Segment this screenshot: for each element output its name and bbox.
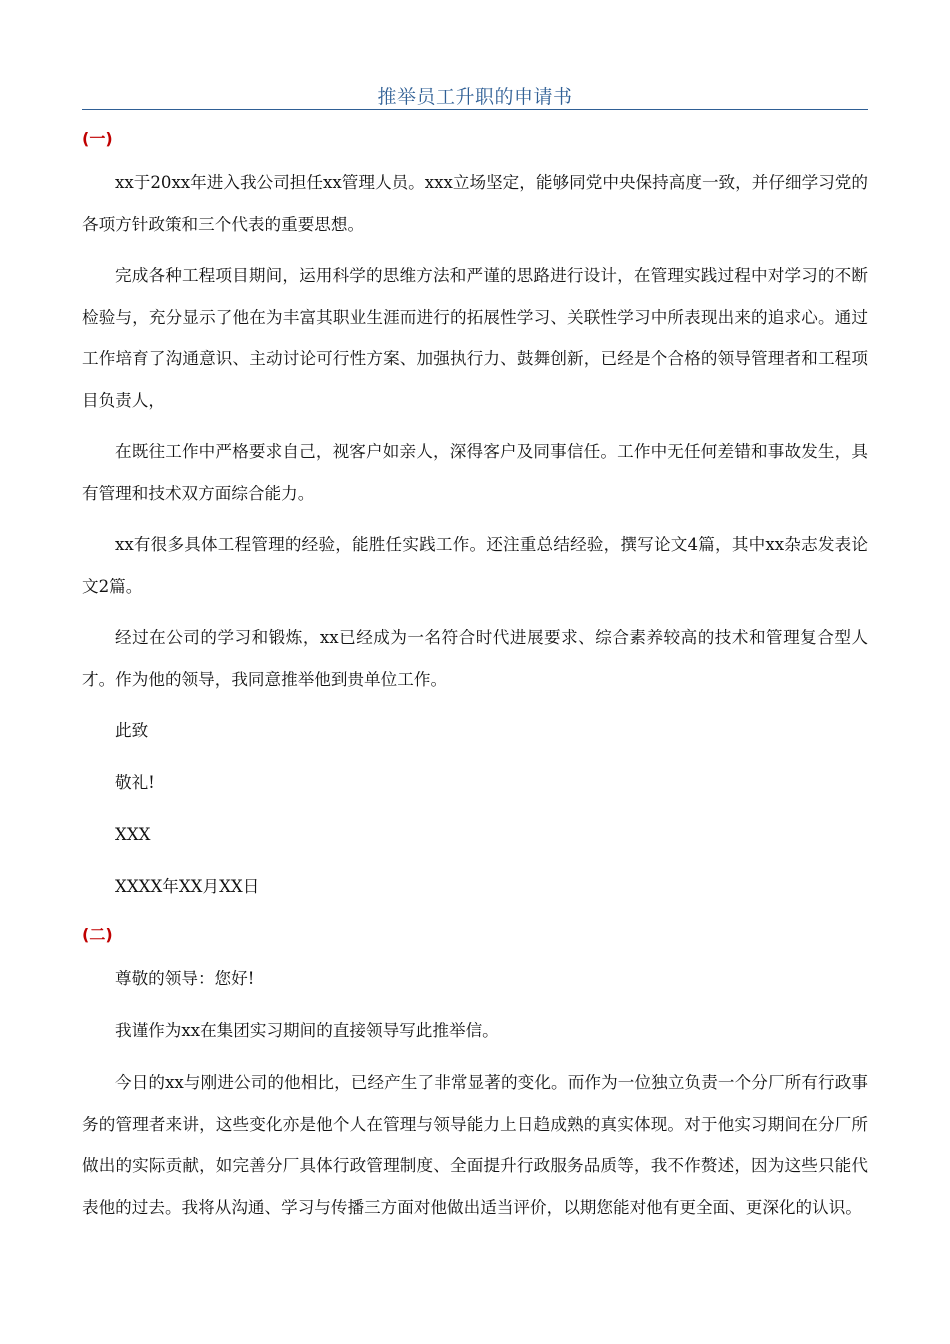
signature-date: XXXX年XX月XX日 — [115, 877, 260, 896]
paragraph: 完成各种工程项目期间，运用科学的思维方法和严谨的思路进行设计，在管理实践过程中对学习的不断检验与，充分显示了他在为丰富其职业生涯而进行的拓展性学习、关联性学习中所表现出来的追求心。通过工作培育了沟通意识、主动讨论可行性方案、加强执行力、鼓舞创新，已经是个合格的领导管理者和工程项目负责人， — [82, 266, 868, 410]
section-heading: (一) — [82, 129, 113, 148]
section-two — [82, 920, 868, 1238]
closing-regards: 敬礼! — [115, 773, 155, 792]
document-title: 推举员工升职的申请书 — [377, 86, 573, 108]
paragraph: 今日的xx与刚进公司的他相比，已经产生了非常显著的变化。而作为一位独立负责一个分厂所有行政事务的管理者来讲，这些变化亦是他个人在管理与领导能力上日趋成熟的真实体现。对于他实习期间在分厂所做出的实际贡献，如完善分厂具体行政管理制度、全面提升行政服务品质等，我不作赘述，因为这些只能代表他的过去。我将从沟通、学习与传播三方面对他做出适当评价，以期您能对他有更全面、更深化的认识。 — [82, 1073, 868, 1217]
paragraph: 在既往工作中严格要求自己，视客户如亲人，深得客户及同事信任。工作中无任何差错和事故发生，具有管理和技术双方面综合能力。 — [82, 442, 868, 503]
signature-name: XXX — [115, 825, 151, 844]
closing-salutation: 此致 — [115, 721, 149, 740]
section-one — [82, 124, 868, 918]
section-heading: (二) — [82, 925, 113, 944]
greeting: 尊敬的领导：您好! — [115, 969, 255, 988]
paragraph: 经过在公司的学习和锻炼，xx已经成为一名符合时代进展要求、综合素养较高的技术和管理复合型人才。作为他的领导，我同意推举他到贵单位工作。 — [82, 628, 868, 689]
document-header — [82, 78, 868, 110]
paragraph: xx有很多具体工程管理的经验，能胜任实践工作。还注重总结经验，撰写论文4篇，其中xx杂志发表论文2篇。 — [82, 535, 868, 596]
intro-line: 我谨作为xx在集团实习期间的直接领导写此推举信。 — [115, 1021, 499, 1040]
paragraph: xx于20xx年进入我公司担任xx管理人员。xxx立场坚定，能够同党中央保持高度一致，并仔细学习党的各项方针政策和三个代表的重要思想。 — [82, 173, 868, 234]
